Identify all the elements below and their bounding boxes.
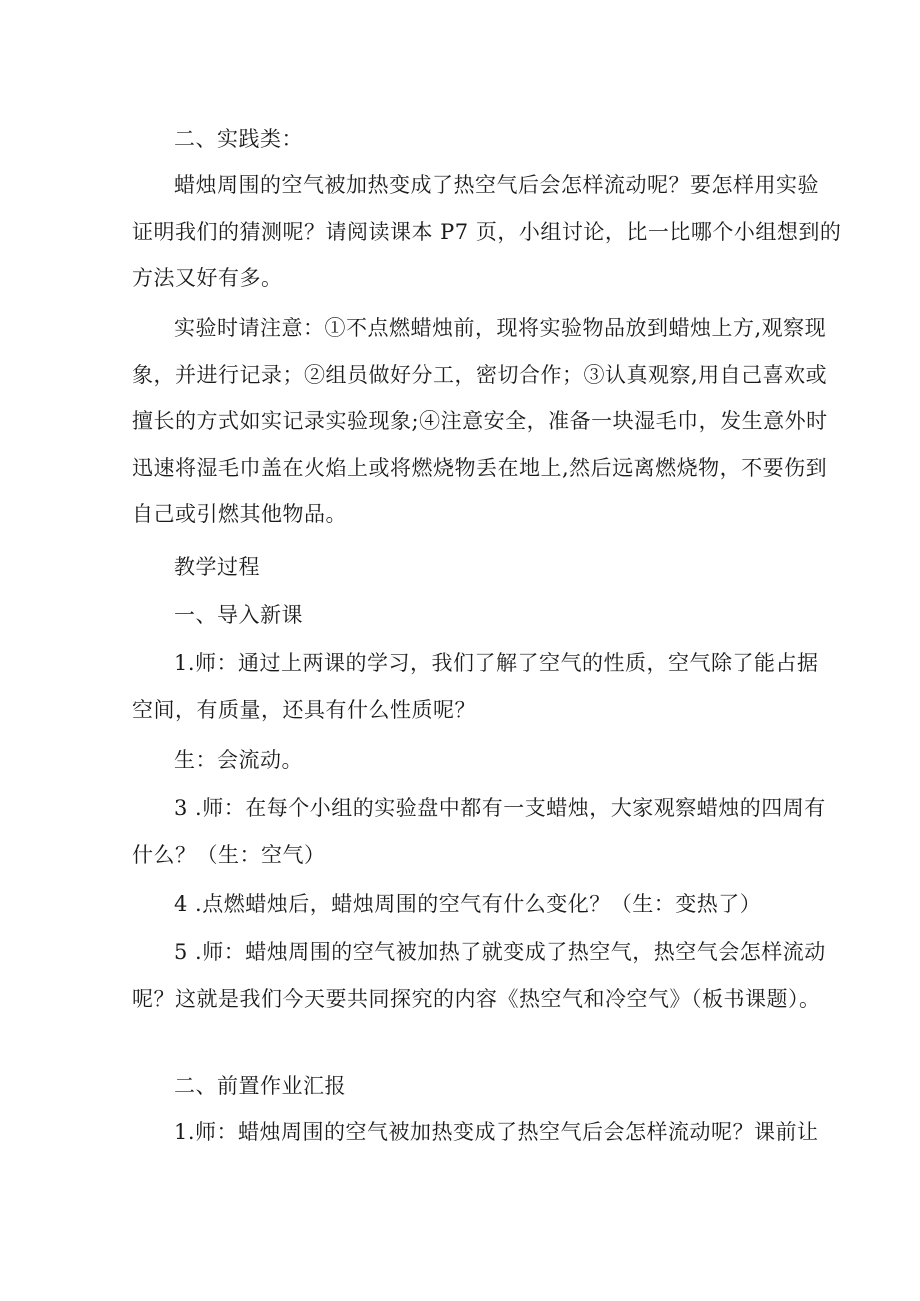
text-line: 蜡烛周围的空气被加热变成了热空气后会怎样流动呢？要怎样用实验 bbox=[174, 173, 819, 197]
text-line: 空间，有质量，还具有什么性质呢？ bbox=[132, 697, 476, 722]
text-line: 迅速将湿毛巾盖在火焰上或将燃烧物丢在地上,然后远离燃烧物，不要伤到 bbox=[132, 455, 828, 480]
text-line: 证明我们的猜测呢？请阅读课本 P7 页，小组讨论，比一比哪个小组想到的 bbox=[132, 219, 842, 244]
text-line: 擅长的方式如实记录实验现象;④注意安全，准备一块湿毛巾，发生意外时 bbox=[132, 409, 828, 433]
heading-pre-homework bbox=[132, 1063, 794, 1110]
paragraph-teacher-pre-1 bbox=[132, 1109, 819, 1156]
text-line: 自己或引燃其他物品。 bbox=[132, 502, 347, 526]
text-line: 4 .点燃蜡烛后，蜡烛周围的空气有什么变化？（生：变热了） bbox=[174, 892, 762, 916]
text-line: 生：会流动。 bbox=[174, 748, 303, 772]
paragraph-item-4 bbox=[132, 881, 794, 928]
text-line: 二、实践类： bbox=[174, 127, 303, 151]
text-line: 什么？（生：空气） bbox=[132, 842, 326, 867]
text-line: 一、导入新课 bbox=[174, 603, 303, 627]
heading-teaching-process bbox=[132, 544, 794, 591]
text-line: 实验时请注意：①不点燃蜡烛前，现将实验物品放到蜡烛上方,观察现 bbox=[174, 316, 827, 340]
text-line: 3 .师：在每个小组的实验盘中都有一支蜡烛，大家观察蜡烛的四周有 bbox=[174, 796, 826, 820]
paragraph-teacher-1 bbox=[132, 640, 819, 733]
text-line: 方法又好有多。 bbox=[132, 266, 283, 290]
text-line: 呢？这就是我们今天要共同探究的内容《热空气和冷空气》（板书课题）。 bbox=[132, 986, 821, 1011]
paragraph-candle-question bbox=[132, 162, 842, 302]
text-line: 象，并进行记录；②组员做好分工，密切合作；③认真观察,用自己喜欢或 bbox=[132, 362, 828, 387]
paragraph-experiment-notes bbox=[132, 305, 828, 538]
heading-practice bbox=[132, 116, 794, 163]
text-line: 5 .师：蜡烛周围的空气被加热了就变成了热空气，热空气会怎样流动 bbox=[174, 940, 826, 964]
text-line: 1.师：蜡烛周围的空气被加热变成了热空气后会怎样流动呢？课前让 bbox=[174, 1120, 819, 1144]
text-line: 二、前置作业汇报 bbox=[174, 1074, 346, 1098]
paragraph-teacher-3 bbox=[132, 785, 826, 878]
text-line: 教学过程 bbox=[174, 555, 260, 579]
paragraph-teacher-5 bbox=[132, 929, 826, 1022]
heading-introduction bbox=[132, 592, 794, 639]
text-line: 1.师：通过上两课的学习，我们了解了空气的性质，空气除了能占据 bbox=[174, 651, 819, 675]
paragraph-student-answer bbox=[132, 737, 794, 784]
